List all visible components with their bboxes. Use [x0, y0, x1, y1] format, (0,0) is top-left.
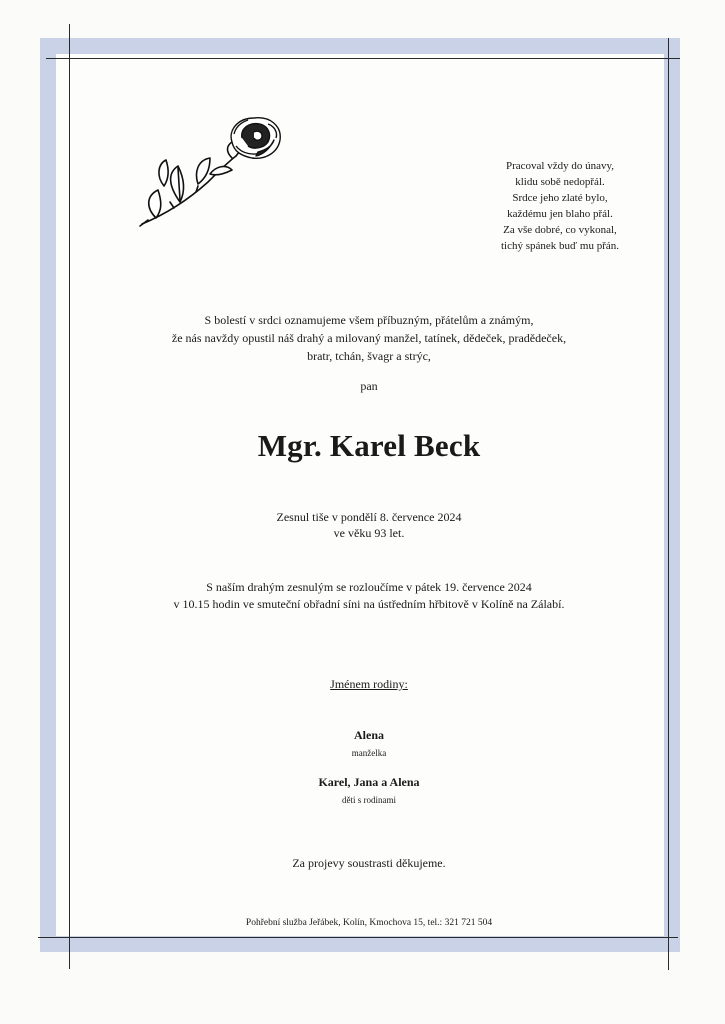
- death-age: ve věku 93 let.: [333, 526, 405, 540]
- farewell-details: [70, 579, 668, 613]
- family-member-name: Karel, Jana a Alena: [318, 775, 420, 789]
- frame-border-top: [40, 38, 680, 54]
- frame-line-bottom: [38, 937, 678, 938]
- farewell-date: S naším drahým zesnulým se rozloučíme v pátek 19. července 2024: [206, 580, 532, 594]
- memorial-poem: [470, 158, 650, 254]
- farewell-place: v 10.15 hodin ve smuteční obřadní síni na ústředním hřbitově v Kolíně na Zálabí.: [173, 597, 565, 611]
- death-date: Zesnul tiše v pondělí 8. července 2024: [276, 510, 462, 524]
- frame-line-top: [46, 58, 680, 59]
- rose-icon: [136, 112, 296, 232]
- frame-line-right: [668, 38, 669, 970]
- family-member-name: Alena: [354, 728, 384, 742]
- frame-line-left: [69, 24, 70, 969]
- frame-border-bottom: [40, 936, 680, 952]
- poem-line: Pracoval vždy do únavy,: [505, 160, 615, 172]
- family-heading: Jménem rodiny:: [330, 677, 408, 691]
- frame-border-right: [664, 38, 680, 952]
- death-notice: [70, 509, 668, 541]
- poem-line: Srdce jeho zlaté bylo,: [512, 192, 608, 204]
- poem-line: Za vše dobré, co vykonal,: [503, 224, 617, 236]
- announcement-line: bratr, tchán, švagr a strýc,: [307, 349, 431, 363]
- poem-line: klidu sobě nedopřál.: [515, 176, 605, 188]
- funeral-service-footer: Pohřební služba Jeřábek, Kolín, Kmochova 15, tel.: 321 721 504: [245, 918, 493, 928]
- frame-border-left: [40, 38, 56, 952]
- family-member-relation: manželka: [351, 748, 387, 758]
- deceased-name: Mgr. Karel Beck: [257, 428, 481, 463]
- family-member-relation: děti s rodinami: [342, 795, 396, 805]
- thanks-text: Za projevy soustrasti děkujeme.: [292, 856, 446, 870]
- honorific: pan: [360, 379, 378, 393]
- poem-line: každému jen blaho přál.: [507, 208, 613, 220]
- announcement-line: S bolestí v srdci oznamujeme všem příbuzným, přátelům a známým,: [204, 313, 534, 327]
- poem-line: tichý spánek buď mu přán.: [500, 240, 619, 252]
- announcement-text: [70, 311, 668, 365]
- announcement-line: že nás navždy opustil náš drahý a milovaný manžel, tatínek, dědeček, pradědeček,: [171, 331, 567, 345]
